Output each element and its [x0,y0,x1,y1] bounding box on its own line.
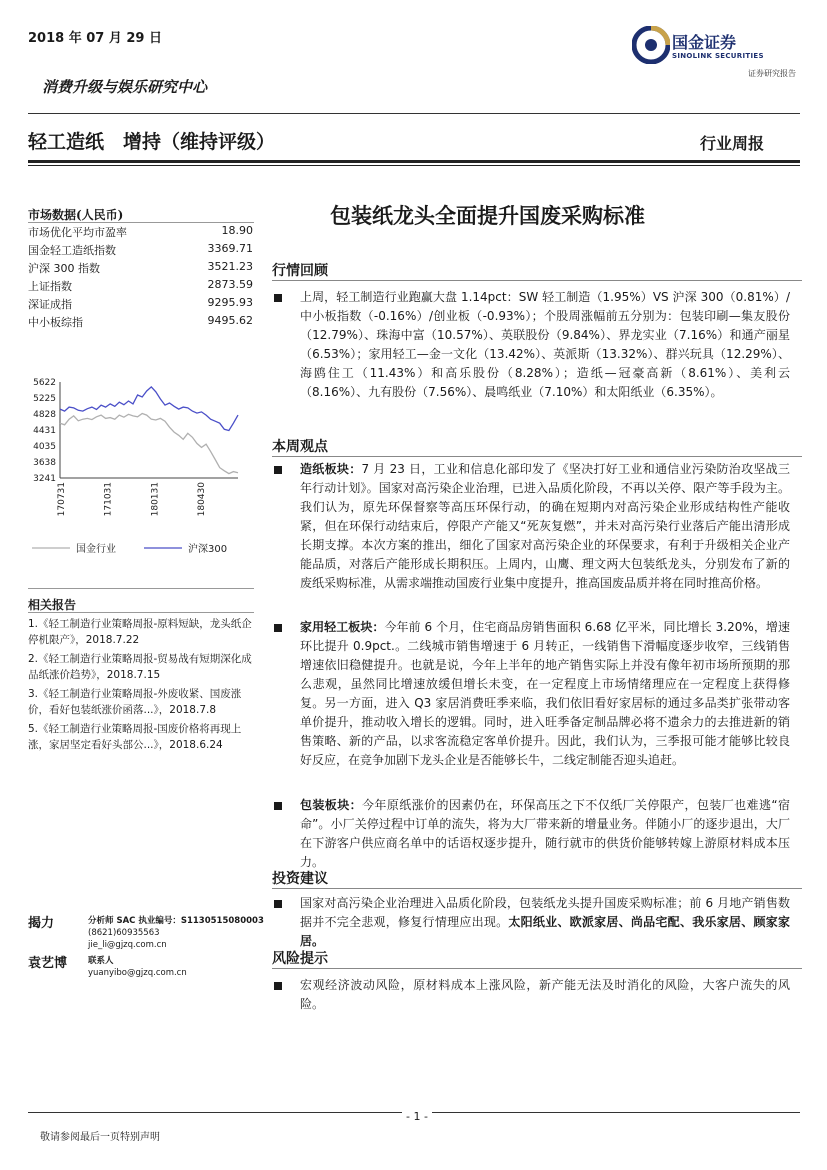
bullet-icon [274,900,282,908]
legend-label: 国金行业 [76,544,116,555]
y-tick-label: 3241 [33,474,56,484]
y-tick-label: 4035 [33,442,56,452]
risk-text: 宏观经济波动风险，原材料成本上涨风险，新产能无法及时消化的风险，大客户流失的风险。 [300,978,790,1011]
section-rule [272,888,802,889]
legend-label: 沪深300 [188,544,228,555]
market-row: 国金轻工造纸指数 3369.71 [28,242,253,257]
bullet-icon [274,466,282,474]
related-report-item[interactable]: 5.《轻工制造行业策略周报-国废价格将再现上涨，家居坚定看好头部公...》，2018.6.24 [28,723,242,751]
bullet-icon [274,982,282,990]
series-line-industry [60,414,238,474]
x-tick-label: 170731 [57,482,67,517]
market-review-text: 上周，轻工制造行业跑赢大盘 1.14pct：SW 轻工制造（1.95%）VS 沪深 300（0.81%）/中小板指数（-0.16%）/创业板（-0.93%）；个股周涨幅前五分别为：包装印刷—集友股份（12.79%）、珠海中富（10.57%）、英联股份（9.84%）、界龙实业（7.16%）和通产丽星（6.53%）；家用轻工—金一文化（13.42%）、英派斯（13.32%）、群兴玩具（12.29%）、海鸥住工（11.43%）和高乐股份（8.28%）；造纸—冠豪高新（8.61%）、美利云（8.16%）、九有股份（7.56%）、晨鸣纸业（7.10%）和太阳纸业（6.35%）。 [300,290,790,399]
header-divider [28,113,800,114]
report-date: 2018 年 07 月 29 日 [28,31,162,46]
research-center: 消费升级与娱乐研究中心 [42,78,208,96]
section-investment: 投资建议 [272,871,328,887]
sector-rating: 轻工造纸 增持（维持评级） [28,131,276,153]
logo-name: 国金证券 [672,33,737,52]
x-tick-label: 180131 [150,482,161,517]
analyst-name: 揭力 [28,916,55,931]
footer-notice: 敬请参阅最后一页特别声明 [40,1132,160,1143]
related-rule-top [28,588,254,589]
y-tick-label: 3638 [33,458,56,468]
analyst-phone: (8621)60935563 [88,928,160,938]
logo-icon [632,26,670,64]
logo-tagline: 证券研究报告 [748,69,796,78]
y-tick-label: 5622 [33,378,56,388]
contact-role: 联系人 [88,956,114,966]
market-row: 上证指数 2873.59 [28,278,253,293]
section-weekly-view: 本周观点 [272,439,328,455]
market-data-rule [28,222,254,223]
investment-text: 国家对高污染企业治理进入品质化阶段，包装纸龙头提升国废采购标准；前 6 月地产销售数据并不完全悲观，修复行情理应出现。太阳纸业、欧派家居、尚品宅配、我乐家居、顾家家居。 [300,896,790,948]
header-thin-divider [28,165,800,166]
x-tick-label: 180430 [197,482,208,517]
analyst-sac-number: 分析师 SAC 执业编号：S1130515080003 [88,916,264,926]
related-report-item[interactable]: 3.《轻工制造行业策略周报-外废收紧、国废涨价，看好包装纸涨价函落...》，2018.7.8 [28,688,242,716]
analyst-email[interactable]: jie_li@gjzq.com.cn [88,940,167,950]
section-rule [272,280,802,281]
bullet-icon [274,624,282,632]
market-row: 沪深 300 指数 3521.23 [28,260,253,275]
contact-email[interactable]: yuanyibo@gjzq.com.cn [88,968,187,978]
y-tick-label: 4828 [33,410,56,420]
market-row: 深证成指 9295.93 [28,296,253,311]
view-paper: 造纸板块：7 月 23 日，工业和信息化部印发了《坚决打好工业和通信业污染防治攻坚战三年行动计划》。国家对高污染企业治理，已进入品质化阶段，不再以关停、限产等手段为主。我们认为，原先环保督察等高压环保行动，的确在短期内对高污染企业形成结构性产能收紧，但在环保行动结束后，停限产产能又“死灰复燃”，并未对高污染行业落后产能出清形成长期支撑。本次方案的推出，细化了国家对高污染企业的环保要求，有利于升级相关企业产能品质，对落后产能形成长期积压。上周内，山鹰、理文两大包装纸龙头，分别发布了新的废纸采购标准，从需求端推动国废行业集中度提升，推高国废品质并将在同时推高价格。 [300,462,790,590]
section-risk: 风险提示 [272,951,328,967]
related-report-item[interactable]: 2.《轻工制造行业策略周报-贸易战有短期深化成品纸涨价趋势》，2018.7.15 [28,653,252,681]
section-market-review: 行情回顾 [272,263,328,279]
y-tick-label: 4431 [33,426,56,436]
bullet-icon [274,294,282,302]
x-tick-label: 171031 [103,482,114,517]
section-rule [272,456,802,457]
related-report-item[interactable]: 1.《轻工制造行业策略周报-原料短缺，龙头纸企停机限产》，2018.7.22 [28,618,252,646]
index-line-chart [20,370,260,570]
page-number: - 1 - [402,1110,432,1123]
y-tick-label: 5225 [33,394,56,404]
market-data-title: 市场数据(人民币) [28,208,124,222]
view-household: 家用轻工板块：今年前 6 个月，住宅商品房销售面积 6.68 亿平米，同比增长 3.20%，增速环比提升 0.9pct.。二线城市销售增速于 6 月转正，一线销售下滑幅度逐步收窄，三线销售增速依旧稳健提升。也就是说，今年上半年的地产销售实际上并没有像年初市场所预期的那么悲观，虽然同比增速放缓但增长未变，在一定程度上市场情绪理应在一定程度上获得修复。另一方面，进入 Q3 家居消费旺季来临，我们依旧看好家居标的通过多品类扩张带动客单价提升，推动收入增长的逻辑。同时，进入旺季备定制品牌必将不遗余力的去推进新的销售策略、新的产品，以求客流稳定客单价提升。因此，我们认为，三季报可能才能够比较良好反应，在竞争加剧下龙头企业是否能够长牛，二线定制能否迎头追赶。 [300,620,790,767]
related-rule [28,612,254,613]
section-rule [272,968,802,969]
contact-name: 袁艺博 [28,956,68,971]
report-type: 行业周报 [700,134,765,153]
series-line-hs300 [60,387,238,431]
market-row: 市场优化平均市盈率 18.90 [28,224,253,239]
report-title: 包装纸龙头全面提升国废采购标准 [330,203,645,228]
related-reports-title: 相关报告 [28,598,77,612]
bullet-icon [274,802,282,810]
header-thick-divider [28,160,800,163]
view-packaging: 包装板块：今年原纸涨价的因素仍在，环保高压之下不仅纸厂关停限产，包装厂也难逃“宿命”。小厂关停过程中订单的流失，将为大厂带来新的增量业务。伴随小厂的逐步退出，大厂在下游客户供应商名单中的话语权逐步提升，随行就市的供货价能够转嫁上游原材料成本压力。 [300,798,790,869]
market-row: 中小板综指 9495.62 [28,314,253,329]
logo-english: SINOLINK SECURITIES [672,52,764,60]
